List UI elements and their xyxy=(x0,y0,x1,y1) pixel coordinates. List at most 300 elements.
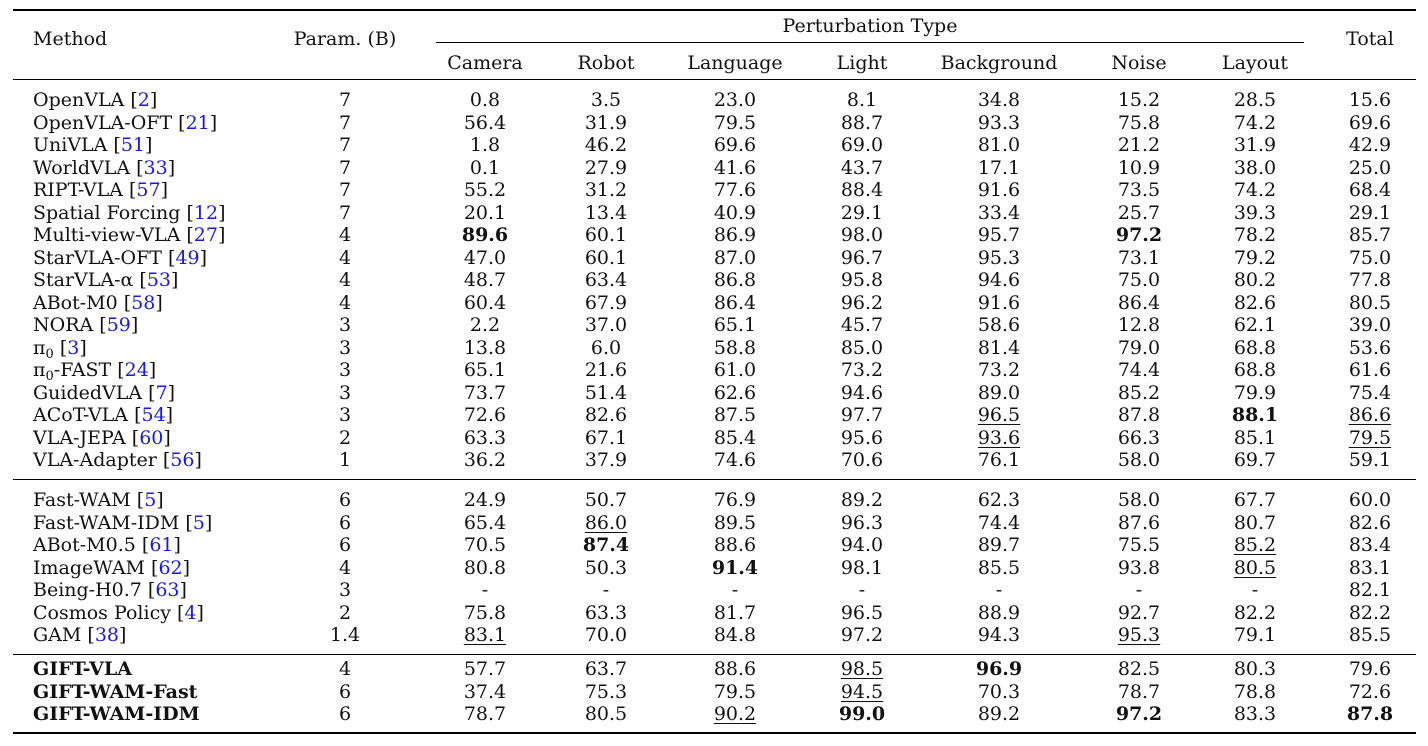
value-cell xyxy=(546,449,666,471)
method-name: WorldVLA [33] xyxy=(33,156,176,179)
method-label: NORA xyxy=(33,314,94,336)
param-cell: 4 xyxy=(338,224,352,246)
method-label: UniVLA xyxy=(33,134,108,156)
value-text: 0.1 xyxy=(469,156,501,179)
method-label: $\pi_0$-FAST xyxy=(33,359,112,384)
value-text: 88.1 xyxy=(1231,404,1279,426)
value-cell xyxy=(675,157,795,179)
value-text: 48.7 xyxy=(463,269,507,291)
total-text: 87.8 xyxy=(1346,703,1394,725)
value-text: 63.7 xyxy=(584,658,628,680)
value-cell xyxy=(802,89,922,111)
total-text: 68.4 xyxy=(1348,179,1392,201)
value-text: 13.8 xyxy=(463,336,507,359)
value-cell xyxy=(546,314,666,336)
value-text: 82.2 xyxy=(1233,601,1277,624)
value-cell xyxy=(1079,382,1199,404)
value-cell xyxy=(1079,489,1199,511)
value-cell xyxy=(802,512,922,534)
value-text: 82.6 xyxy=(584,404,628,426)
value-cell xyxy=(802,134,922,156)
citation-link[interactable]: 38 xyxy=(94,624,119,646)
header-col-light: Light xyxy=(836,52,888,74)
value-cell xyxy=(939,134,1059,156)
total-text: 85.7 xyxy=(1348,224,1392,246)
value-cell xyxy=(802,658,922,680)
citation-link[interactable]: 5 xyxy=(192,511,205,534)
value-text: 47.0 xyxy=(463,246,507,269)
method-label: $\pi_0$ xyxy=(33,336,54,362)
param-cell: 7 xyxy=(338,89,352,111)
total-text: 83.4 xyxy=(1348,534,1392,556)
value-cell xyxy=(546,89,666,111)
param-cell: 7 xyxy=(338,201,352,224)
method-name: $\pi_0$-FAST [24] xyxy=(33,359,157,384)
value-cell xyxy=(425,179,545,201)
value-cell xyxy=(1079,703,1199,725)
method-name: OpenVLA [2] xyxy=(33,89,158,111)
value-text: 39.3 xyxy=(1233,201,1277,224)
method-label: VLA-JEPA xyxy=(33,426,126,449)
value-text: 86.4 xyxy=(1117,291,1161,314)
value-text: 62.1 xyxy=(1233,314,1277,336)
param-cell: 1.4 xyxy=(329,624,361,646)
value-text: 82.5 xyxy=(1117,658,1161,680)
value-cell xyxy=(1079,157,1199,179)
value-text: 74.2 xyxy=(1233,179,1277,201)
value-cell xyxy=(546,382,666,404)
param-cell: 4 xyxy=(338,246,352,269)
citation-link[interactable]: 7 xyxy=(155,381,168,404)
method-label: Spatial Forcing xyxy=(33,201,181,224)
value-cell xyxy=(425,202,545,224)
value-cell xyxy=(675,269,795,291)
value-text: 58.0 xyxy=(1117,489,1161,511)
value-text: 73.2 xyxy=(977,359,1021,381)
value-text: 63.4 xyxy=(584,269,628,291)
value-cell xyxy=(675,512,795,534)
value-text: 85.4 xyxy=(713,426,757,449)
value-cell xyxy=(1195,179,1315,201)
value-cell xyxy=(1079,579,1199,601)
value-cell xyxy=(1079,557,1199,579)
value-text: 79.0 xyxy=(1117,336,1161,359)
method-name: ABot-M0.5 [61] xyxy=(33,534,181,556)
value-text: 97.2 xyxy=(1115,703,1163,725)
value-cell xyxy=(802,112,922,134)
value-cell xyxy=(802,202,922,224)
value-cell xyxy=(939,157,1059,179)
value-cell xyxy=(1079,224,1199,246)
method-name: Multi-view-VLA [27] xyxy=(33,224,226,246)
value-cell xyxy=(1195,112,1315,134)
value-text: 94.6 xyxy=(977,269,1021,291)
value-text: - xyxy=(858,579,866,601)
value-text: 87.8 xyxy=(1117,404,1161,426)
value-cell xyxy=(425,489,545,511)
citation-link[interactable]: 12 xyxy=(193,201,219,224)
value-text: 91.6 xyxy=(977,179,1021,201)
value-text: 45.7 xyxy=(840,314,884,336)
value-text: 73.5 xyxy=(1117,179,1161,201)
total-cell xyxy=(1330,382,1410,404)
param-cell: 4 xyxy=(338,291,352,314)
value-text: 75.8 xyxy=(463,601,507,624)
value-text: 79.9 xyxy=(1233,381,1277,404)
value-text: 69.6 xyxy=(713,134,757,156)
value-cell xyxy=(546,269,666,291)
value-text: 93.3 xyxy=(977,111,1021,134)
method-label: GAM xyxy=(33,624,82,646)
method-label: OpenVLA xyxy=(33,89,125,111)
value-cell xyxy=(1079,512,1199,534)
value-text: - xyxy=(731,579,739,601)
value-text: 73.2 xyxy=(840,359,884,381)
method-label: ACoT-VLA xyxy=(33,404,129,426)
total-cell xyxy=(1330,247,1410,269)
value-text: 2.2 xyxy=(469,314,501,336)
total-cell xyxy=(1330,512,1410,534)
value-text: 50.7 xyxy=(584,489,628,511)
method-label: StarVLA-OFT xyxy=(33,246,162,269)
value-cell xyxy=(802,602,922,624)
value-cell xyxy=(546,534,666,556)
value-text: 10.9 xyxy=(1117,156,1161,179)
value-cell xyxy=(939,337,1059,359)
value-text: 98.5 xyxy=(840,658,884,680)
value-cell xyxy=(802,449,922,471)
value-text: 0.8 xyxy=(469,89,501,111)
value-text: 63.3 xyxy=(584,601,628,624)
citation-link[interactable]: 61 xyxy=(149,534,174,556)
value-text: 63.3 xyxy=(463,426,507,449)
value-text: - xyxy=(1135,579,1143,601)
citation-link[interactable]: 63 xyxy=(155,579,180,601)
value-cell xyxy=(1079,89,1199,111)
value-text: 34.8 xyxy=(977,89,1021,111)
citation-link[interactable]: 62 xyxy=(158,556,183,579)
value-cell xyxy=(939,314,1059,336)
citation-link[interactable]: 21 xyxy=(185,111,210,134)
citation-link[interactable]: 54 xyxy=(141,404,166,426)
value-cell xyxy=(939,382,1059,404)
total-text: 60.0 xyxy=(1348,489,1392,511)
value-text: 62.3 xyxy=(977,489,1021,511)
method-name: Fast-WAM [5] xyxy=(33,489,164,511)
value-cell xyxy=(425,269,545,291)
value-cell xyxy=(1079,269,1199,291)
method-name: StarVLA-OFT [49] xyxy=(33,246,208,269)
citation-link[interactable]: 58 xyxy=(131,291,156,314)
value-text: 65.1 xyxy=(463,359,507,381)
value-text: 74.2 xyxy=(1233,111,1277,134)
method-name xyxy=(33,658,132,680)
value-text: 68.8 xyxy=(1233,336,1277,359)
value-text: 87.0 xyxy=(713,246,757,269)
value-text: 12.8 xyxy=(1117,314,1161,336)
value-cell xyxy=(939,449,1059,471)
value-cell xyxy=(425,314,545,336)
value-cell xyxy=(1195,427,1315,449)
method-label: GIFT-WAM-Fast xyxy=(33,680,198,703)
citation-link[interactable]: 27 xyxy=(193,224,218,246)
top-rule xyxy=(13,9,1416,11)
method-name: ABot-M0 [58] xyxy=(33,291,163,314)
value-text: 86.0 xyxy=(584,511,628,534)
value-text: 89.0 xyxy=(977,381,1021,404)
value-cell xyxy=(546,602,666,624)
value-text: 31.2 xyxy=(584,179,628,201)
total-text: 42.9 xyxy=(1348,134,1392,156)
value-text: 51.4 xyxy=(584,381,628,404)
value-cell xyxy=(425,292,545,314)
value-text: 89.5 xyxy=(713,511,757,534)
param-cell: 3 xyxy=(338,404,352,426)
value-text: 94.3 xyxy=(977,624,1021,646)
total-cell xyxy=(1330,449,1410,471)
citation-link[interactable]: 4 xyxy=(184,601,197,624)
total-cell xyxy=(1330,427,1410,449)
value-cell xyxy=(1195,602,1315,624)
value-cell xyxy=(802,489,922,511)
value-text: 85.0 xyxy=(840,336,884,359)
citation-link[interactable]: 5 xyxy=(144,489,157,511)
method-name: Cosmos Policy [4] xyxy=(33,601,204,624)
value-cell xyxy=(939,427,1059,449)
value-text: 24.9 xyxy=(463,489,507,511)
method-name: Spatial Forcing [12] xyxy=(33,201,226,224)
value-cell xyxy=(675,89,795,111)
value-cell xyxy=(939,112,1059,134)
value-cell xyxy=(425,359,545,381)
value-cell xyxy=(1079,427,1199,449)
total-cell xyxy=(1330,224,1410,246)
method-name: Being-H0.7 [63] xyxy=(33,579,187,601)
total-cell xyxy=(1330,681,1410,703)
citation-link[interactable]: 51 xyxy=(120,134,146,156)
total-text: 82.6 xyxy=(1348,511,1392,534)
group-rule xyxy=(13,654,1416,655)
value-text: 91.4 xyxy=(711,556,759,579)
method-name: GuidedVLA [7] xyxy=(33,381,176,404)
value-cell xyxy=(1079,179,1199,201)
value-text: 15.2 xyxy=(1117,89,1161,111)
value-text: 96.7 xyxy=(840,246,884,269)
value-text: 99.0 xyxy=(838,703,886,725)
header-col-noise: Noise xyxy=(1111,52,1167,74)
value-cell xyxy=(546,579,666,601)
value-text: 70.6 xyxy=(840,449,884,471)
value-cell xyxy=(1079,112,1199,134)
total-cell xyxy=(1330,624,1410,646)
total-text: 72.6 xyxy=(1348,680,1392,703)
perturbation-cmidrule xyxy=(436,42,1304,43)
citation-link[interactable]: 60 xyxy=(139,426,164,449)
value-text: 46.2 xyxy=(584,134,628,156)
value-text: 80.5 xyxy=(584,703,628,725)
value-cell xyxy=(939,512,1059,534)
value-text: 67.7 xyxy=(1233,489,1277,511)
param-cell: 6 xyxy=(338,534,352,556)
value-text: 50.3 xyxy=(584,556,628,579)
value-text: 83.3 xyxy=(1233,703,1277,725)
value-text: 96.9 xyxy=(975,658,1023,680)
value-text: 95.7 xyxy=(977,224,1021,246)
value-text: 90.2 xyxy=(713,703,757,725)
value-text: 95.6 xyxy=(840,426,884,449)
total-cell xyxy=(1330,112,1410,134)
value-cell xyxy=(425,157,545,179)
param-cell: 4 xyxy=(338,556,352,579)
value-text: 31.9 xyxy=(584,111,628,134)
value-cell xyxy=(675,314,795,336)
method-label: WorldVLA xyxy=(33,156,131,179)
value-cell xyxy=(1195,247,1315,269)
value-cell xyxy=(675,602,795,624)
value-text: 86.9 xyxy=(713,224,757,246)
header-total: Total xyxy=(1346,28,1394,50)
method-label: StarVLA-α xyxy=(33,269,134,291)
total-text: 29.1 xyxy=(1348,201,1392,224)
total-cell xyxy=(1330,157,1410,179)
value-text: - xyxy=(995,579,1003,601)
citation-link[interactable]: 2 xyxy=(137,89,150,111)
param-cell: 3 xyxy=(338,579,352,601)
method-name: RIPT-VLA [57] xyxy=(33,179,168,201)
value-cell xyxy=(675,681,795,703)
value-cell xyxy=(546,202,666,224)
method-label: VLA-Adapter xyxy=(33,449,157,471)
method-label: RIPT-VLA xyxy=(33,179,123,201)
value-cell xyxy=(1195,292,1315,314)
value-text: 85.2 xyxy=(1117,381,1161,404)
param-cell: 7 xyxy=(338,134,352,156)
value-text: 65.4 xyxy=(463,511,507,534)
value-text: 94.0 xyxy=(840,534,884,556)
citation-link[interactable]: 57 xyxy=(136,179,161,201)
value-text: 25.7 xyxy=(1117,201,1161,224)
total-text: 83.1 xyxy=(1348,556,1392,579)
value-text: 97.2 xyxy=(1115,224,1163,246)
value-cell xyxy=(675,292,795,314)
value-cell xyxy=(1195,134,1315,156)
param-cell: 6 xyxy=(338,511,352,534)
header-method: Method xyxy=(33,28,108,50)
method-label: Cosmos Policy xyxy=(33,601,171,624)
value-text: 73.7 xyxy=(463,381,507,404)
value-cell xyxy=(675,247,795,269)
citation-link[interactable]: 24 xyxy=(124,359,149,381)
param-cell: 6 xyxy=(338,703,352,725)
value-cell xyxy=(425,681,545,703)
value-cell xyxy=(1195,703,1315,725)
value-text: 80.8 xyxy=(463,556,507,579)
method-label: ABot-M0.5 xyxy=(33,534,136,556)
value-text: 37.0 xyxy=(584,314,628,336)
value-text: 85.1 xyxy=(1233,426,1277,449)
value-text: 98.1 xyxy=(840,556,884,579)
total-text: 85.5 xyxy=(1348,624,1392,646)
value-cell xyxy=(546,337,666,359)
value-cell xyxy=(425,89,545,111)
method-label: ABot-M0 xyxy=(33,291,118,314)
value-cell xyxy=(1195,534,1315,556)
value-cell xyxy=(939,359,1059,381)
header-col-language: Language xyxy=(687,52,783,74)
value-cell xyxy=(675,134,795,156)
value-cell xyxy=(1195,404,1315,426)
total-cell xyxy=(1330,292,1410,314)
method-label: ImageWAM xyxy=(33,556,146,579)
value-text: 75.0 xyxy=(1117,269,1161,291)
value-cell xyxy=(1195,681,1315,703)
value-cell xyxy=(1195,202,1315,224)
citation-link[interactable]: 33 xyxy=(143,156,168,179)
value-text: 75.3 xyxy=(584,680,628,703)
value-text: 29.1 xyxy=(840,201,884,224)
value-cell xyxy=(1195,269,1315,291)
citation-link[interactable]: 53 xyxy=(146,269,172,291)
value-text: 81.4 xyxy=(977,336,1021,359)
method-name xyxy=(33,703,200,725)
value-text: 89.6 xyxy=(461,224,509,246)
value-cell xyxy=(1079,134,1199,156)
method-label: Multi-view-VLA xyxy=(33,224,181,246)
value-text: 68.8 xyxy=(1233,359,1277,381)
total-text: 86.6 xyxy=(1348,404,1392,426)
total-text: 39.0 xyxy=(1348,314,1392,336)
value-cell xyxy=(425,112,545,134)
param-cell: 1 xyxy=(338,449,352,471)
method-name: ACoT-VLA [54] xyxy=(33,404,174,426)
value-text: 74.4 xyxy=(977,511,1021,534)
value-cell xyxy=(425,658,545,680)
method-label: Fast-WAM-IDM xyxy=(33,511,180,534)
citation-link[interactable]: 3 xyxy=(67,336,80,359)
method-label: Being-H0.7 xyxy=(33,579,142,601)
value-cell xyxy=(675,579,795,601)
citation-link[interactable]: 56 xyxy=(170,449,195,471)
value-cell xyxy=(546,179,666,201)
value-text: 60.1 xyxy=(584,246,628,269)
value-text: 78.8 xyxy=(1233,680,1277,703)
method-name: NORA [59] xyxy=(33,314,139,336)
method-name: VLA-Adapter [56] xyxy=(33,449,202,471)
value-text: 80.2 xyxy=(1233,269,1277,291)
total-cell xyxy=(1330,602,1410,624)
param-cell: 3 xyxy=(338,336,352,359)
citation-link[interactable]: 49 xyxy=(175,246,200,269)
value-cell xyxy=(802,404,922,426)
value-cell xyxy=(546,658,666,680)
value-text: 37.9 xyxy=(584,449,628,471)
value-text: 40.9 xyxy=(713,201,757,224)
value-cell xyxy=(675,449,795,471)
value-cell xyxy=(1079,247,1199,269)
value-cell xyxy=(425,557,545,579)
value-cell xyxy=(675,489,795,511)
value-text: 6.0 xyxy=(590,336,622,359)
citation-link[interactable]: 59 xyxy=(106,314,131,336)
total-cell xyxy=(1330,557,1410,579)
value-text: 96.5 xyxy=(977,404,1021,426)
method-name xyxy=(33,681,197,703)
value-text: 97.7 xyxy=(840,404,884,426)
value-text: 94.6 xyxy=(840,381,884,404)
value-cell xyxy=(939,602,1059,624)
value-text: 79.5 xyxy=(713,680,757,703)
param-cell: 7 xyxy=(338,111,352,134)
